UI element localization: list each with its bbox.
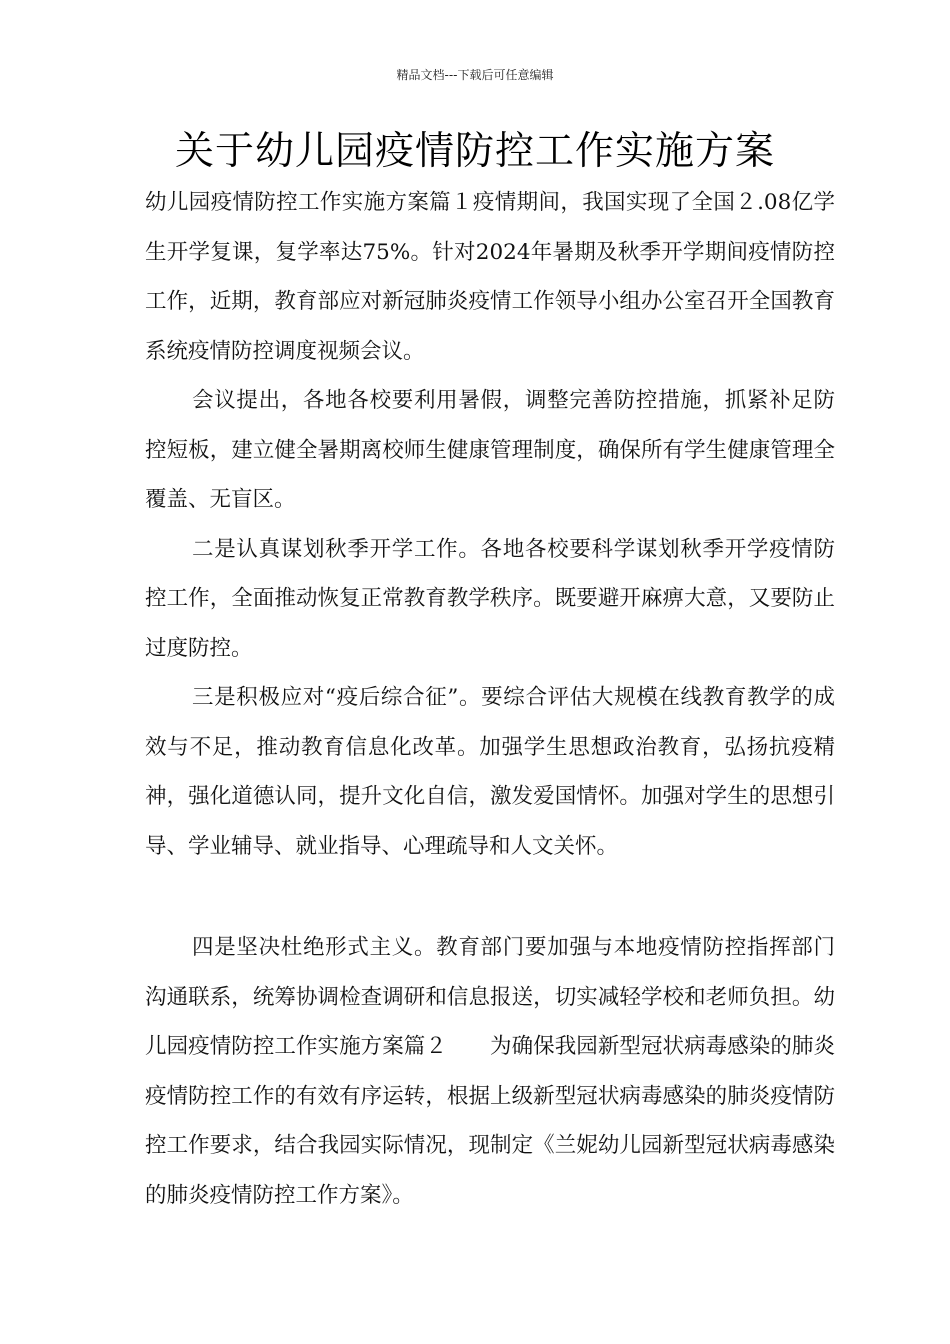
- paragraph-2: 会议提出，各地各校要利用暑假，调整完善防控措施，抓紧补足防控短板，建立健全暑期离校师生健康管理制度，确保所有学生健康管理全覆盖、无盲区。: [145, 388, 835, 512]
- document-body: [145, 178, 835, 1220]
- paragraph-spacer: [145, 871, 835, 923]
- paragraph-4: 三是积极应对“疫后综合征”。要综合评估大规模在线教育教学的成效与不足，推动教育信息化改革。加强学生思想政治教育，弘扬抗疫精神，强化道德认同，提升文化自信，激发爱国情怀。加强对学生的思想引导、学业辅导、就业指导、心理疏导和人文关怀。: [145, 685, 835, 859]
- paragraph-1: 幼儿园疫情防控工作实施方案篇１疫情期间，我国实现了全国２.08亿学生开学复课，复学率达75%。针对2024年暑期及秋季开学期间疫情防控工作，近期，教育部应对新冠肺炎疫情工作领导小组办公室召开全国教育系统疫情防控调度视频会议。: [145, 190, 835, 364]
- header-note: 精品文档---下载后可任意编辑: [396, 68, 554, 82]
- document-title: 关于幼儿园疫情防控工作实施方案: [174, 129, 775, 174]
- paragraph-5: 四是坚决杜绝形式主义。教育部门要加强与本地疫情防控指挥部门沟通联系，统筹协调检查调研和信息报送，切实减轻学校和老师负担。幼儿园疫情防控工作实施方案篇２ 为确保我园新型冠状病毒感染的肺炎疫情防控工作的有效有序运转，根据上级新型冠状病毒感染的肺炎疫情防控工作要求，结合我园实际情况，现制定《兰妮幼儿园新型冠状病毒感染的肺炎疫情防控工作方案》。: [145, 935, 835, 1208]
- paragraph-3: 二是认真谋划秋季开学工作。各地各校要科学谋划秋季开学疫情防控工作，全面推动恢复正常教育教学秩序。既要避开麻痹大意，又要防止过度防控。: [145, 536, 835, 661]
